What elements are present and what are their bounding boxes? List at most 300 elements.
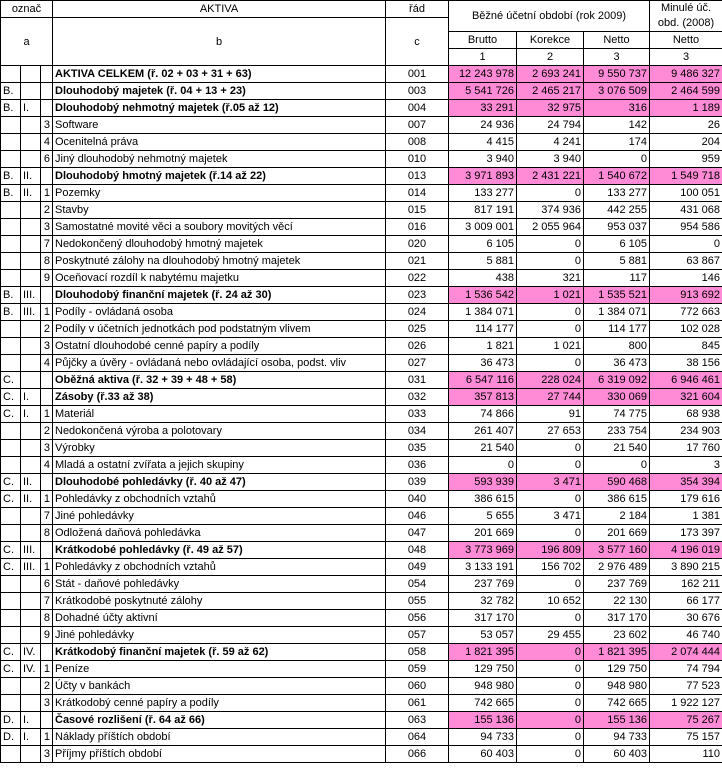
col-a-header: a [1,18,53,66]
table-row [1,304,722,321]
mark-1 [1,338,21,355]
mark-3: 7 [41,236,53,253]
row-label: Náklady příštích období [53,729,386,746]
prev-netto-value: 2 074 444 [650,644,722,661]
row-label: Stavby [53,202,386,219]
mark-1 [1,610,21,627]
row-label: Mladá a ostatní zvířata a jejich skupiny [53,457,386,474]
row-number: 013 [386,168,449,185]
mark-1 [1,66,21,83]
mark-1 [1,695,21,712]
brutto-value: 6 105 [449,236,517,253]
mark-2 [21,593,41,610]
rad-header: řád [386,1,449,18]
brutto-value: 33 291 [449,100,517,117]
row-number: 063 [386,712,449,729]
brutto-value: 94 733 [449,729,517,746]
table-row [1,746,722,763]
mark-1 [1,355,21,372]
mark-2: I. [21,100,41,117]
mark-3: 2 [41,202,53,219]
brutto-value: 5 881 [449,253,517,270]
row-number: 010 [386,151,449,168]
mark-3: 3 [41,338,53,355]
netto-value: 3 076 509 [584,83,650,100]
brutto-value: 817 191 [449,202,517,219]
row-label: Příjmy příštích období [53,746,386,763]
brutto-value: 742 665 [449,695,517,712]
row-label: Dlouhodobý nehmotný majetek (ř.05 až 12) [53,100,386,117]
brutto-value: 3 971 893 [449,168,517,185]
row-label: Nedokončená výroba a polotovary [53,423,386,440]
prev-netto-value: 9 486 327 [650,66,722,83]
mark-1 [1,321,21,338]
table-row [1,576,722,593]
row-label: Odložená daňová pohledávka [53,525,386,542]
table-row [1,423,722,440]
table-row [1,253,722,270]
mark-3: 3 [41,746,53,763]
mark-1 [1,627,21,644]
mark-3: 8 [41,610,53,627]
korekce-value: 0 [517,610,584,627]
row-label: Software [53,117,386,134]
row-number: 048 [386,542,449,559]
prev-netto-value: 1 922 127 [650,695,722,712]
row-number: 064 [386,729,449,746]
mark-3 [41,712,53,729]
mark-2: III. [21,559,41,576]
mark-1: C. [1,406,21,423]
brutto-value: 36 473 [449,355,517,372]
prev-netto-value: 38 156 [650,355,722,372]
korekce-value: 4 241 [517,134,584,151]
brutto-value: 32 782 [449,593,517,610]
korekce-value: 0 [517,236,584,253]
mark-2: IV. [21,644,41,661]
row-label: Dohadné účty aktivní [53,610,386,627]
mark-1 [1,508,21,525]
table-row [1,406,722,423]
row-label: Zásoby (ř.33 až 38) [53,389,386,406]
mark-3: 1 [41,729,53,746]
prev-netto-value: 173 397 [650,525,722,542]
col-c-header: c [386,18,449,66]
prev-netto-value: 30 676 [650,610,722,627]
table-row [1,712,722,729]
prev-netto-value: 2 464 599 [650,83,722,100]
prev-netto-value: 63 867 [650,253,722,270]
row-label: Dlouhodobý finanční majetek (ř. 24 až 30) [53,287,386,304]
korekce-value: 0 [517,355,584,372]
korekce-value: 1 021 [517,338,584,355]
brutto-value: 6 547 116 [449,372,517,389]
mark-2 [21,372,41,389]
brutto-value: 1 536 542 [449,287,517,304]
table-row [1,593,722,610]
korekce-value: 0 [517,457,584,474]
mark-2: III. [21,304,41,321]
mark-3: 9 [41,270,53,287]
mark-2: I. [21,729,41,746]
table-row [1,491,722,508]
row-number: 024 [386,304,449,321]
mark-2 [21,321,41,338]
korekce-value: 0 [517,695,584,712]
table-row [1,372,722,389]
prev-netto-value: 75 267 [650,712,722,729]
mark-1 [1,440,21,457]
brutto-value: 593 939 [449,474,517,491]
korekce-value: 196 809 [517,542,584,559]
netto-value: 174 [584,134,650,151]
korekce-value: 0 [517,712,584,729]
table-row [1,440,722,457]
mark-3: 2 [41,678,53,695]
row-label: Dlouhodobé pohledávky (ř. 40 až 47) [53,474,386,491]
brutto-value: 0 [449,457,517,474]
row-number: 036 [386,457,449,474]
row-number: 007 [386,117,449,134]
netto-value: 9 550 737 [584,66,650,83]
korekce-value: 0 [517,253,584,270]
prev-netto-value: 3 [650,457,722,474]
row-label: Jiné pohledávky [53,508,386,525]
table-row [1,236,722,253]
korekce-value: 2 693 241 [517,66,584,83]
table-row [1,559,722,576]
korekce-value: 156 702 [517,559,584,576]
mark-2 [21,270,41,287]
row-label: Jiný dlouhodobý nehmotný majetek [53,151,386,168]
brutto-value: 948 980 [449,678,517,695]
mark-3: 1 [41,185,53,202]
row-number: 031 [386,372,449,389]
netto-value: 60 403 [584,746,650,763]
table-row [1,627,722,644]
mark-1: C. [1,474,21,491]
prev-netto-value: 77 523 [650,678,722,695]
brutto-value: 3 940 [449,151,517,168]
mark-2 [21,355,41,372]
row-number: 058 [386,644,449,661]
brutto-value: 201 669 [449,525,517,542]
mark-2 [21,576,41,593]
table-row [1,219,722,236]
brutto-value: 1 384 071 [449,304,517,321]
table-row [1,661,722,678]
brutto-header: Brutto [449,32,517,49]
mark-2: II. [21,474,41,491]
netto-value: 0 [584,457,650,474]
table-body [1,66,722,763]
col-b-header: b [53,18,386,66]
mark-2 [21,746,41,763]
korekce-value: 32 975 [517,100,584,117]
brutto-value: 24 936 [449,117,517,134]
mark-2 [21,151,41,168]
oznac-header: označ [1,1,53,18]
col-number-1: 1 [449,49,517,66]
korekce-value: 27 744 [517,389,584,406]
korekce-value: 0 [517,304,584,321]
table-row [1,457,722,474]
brutto-value: 357 813 [449,389,517,406]
mark-2: III. [21,287,41,304]
table-row [1,151,722,168]
row-number: 055 [386,593,449,610]
netto-header: Netto [584,32,650,49]
korekce-value: 24 794 [517,117,584,134]
col-number-2: 2 [517,49,584,66]
row-number: 047 [386,525,449,542]
row-number: 027 [386,355,449,372]
mark-2: IV. [21,661,41,678]
mark-1 [1,525,21,542]
korekce-value: 10 652 [517,593,584,610]
row-label: Pohledávky z obchodních vztahů [53,559,386,576]
brutto-value: 133 277 [449,185,517,202]
korekce-value: 228 024 [517,372,584,389]
row-number: 046 [386,508,449,525]
mark-1 [1,151,21,168]
brutto-value: 4 415 [449,134,517,151]
prev-netto-value: 68 938 [650,406,722,423]
mark-3: 2 [41,423,53,440]
row-number: 008 [386,134,449,151]
korekce-value: 2 431 221 [517,168,584,185]
prev-netto-value: 1 549 718 [650,168,722,185]
prev-netto-value: 204 [650,134,722,151]
mark-1: B. [1,304,21,321]
row-number: 026 [386,338,449,355]
netto-value: 1 384 071 [584,304,650,321]
netto-value: 948 980 [584,678,650,695]
row-label: Krátkodobé poskytnuté zálohy [53,593,386,610]
mark-3: 4 [41,457,53,474]
netto-value: 36 473 [584,355,650,372]
korekce-value: 91 [517,406,584,423]
mark-3 [41,474,53,491]
table-row [1,83,722,100]
table-row [1,695,722,712]
mark-1: D. [1,729,21,746]
brutto-value: 12 243 978 [449,66,517,83]
row-label: Pozemky [53,185,386,202]
mark-1: B. [1,83,21,100]
netto-value: 1 540 672 [584,168,650,185]
korekce-value: 0 [517,644,584,661]
table-row [1,202,722,219]
row-number: 022 [386,270,449,287]
mark-1: B. [1,100,21,117]
col-number-3: 3 [584,49,650,66]
brutto-value: 1 821 [449,338,517,355]
netto-value: 442 255 [584,202,650,219]
mark-2 [21,236,41,253]
table-row [1,270,722,287]
netto-value: 2 976 489 [584,559,650,576]
row-number: 034 [386,423,449,440]
brutto-value: 129 750 [449,661,517,678]
row-label: Stát - daňové pohledávky [53,576,386,593]
mark-1: B. [1,287,21,304]
row-number: 059 [386,661,449,678]
mark-1: C. [1,542,21,559]
netto-value: 133 277 [584,185,650,202]
row-number: 056 [386,610,449,627]
row-label: Půjčky a úvěry - ovládaná nebo ovládající osoba, podst. vliv [53,355,386,372]
prev-netto-value: 66 177 [650,593,722,610]
mark-3 [41,372,53,389]
netto-value: 590 468 [584,474,650,491]
mark-2 [21,627,41,644]
mark-2: II. [21,185,41,202]
row-number: 035 [386,440,449,457]
row-number: 015 [386,202,449,219]
mark-1: B. [1,168,21,185]
mark-3: 1 [41,559,53,576]
mark-2 [21,117,41,134]
prev-netto-value: 6 946 461 [650,372,722,389]
row-label: Oběžná aktiva (ř. 32 + 39 + 48 + 58) [53,372,386,389]
mark-1 [1,202,21,219]
row-label: Ostatní dlouhodobé cenné papíry a podíly [53,338,386,355]
mark-3: 2 [41,321,53,338]
prev-netto-value: 0 [650,236,722,253]
mark-1: C. [1,559,21,576]
row-number: 066 [386,746,449,763]
row-label: Nedokončený dlouhodobý hmotný majetek [53,236,386,253]
row-number: 054 [386,576,449,593]
mark-3 [41,389,53,406]
mark-2 [21,423,41,440]
netto-value: 330 069 [584,389,650,406]
table-row [1,100,722,117]
korekce-value: 3 940 [517,151,584,168]
prev-netto-value: 17 760 [650,440,722,457]
row-number: 003 [386,83,449,100]
prev-netto-value: 234 903 [650,423,722,440]
prev-netto-value: 772 663 [650,304,722,321]
table-row [1,355,722,372]
korekce-value: 0 [517,729,584,746]
table-row [1,117,722,134]
korekce-value: 321 [517,270,584,287]
brutto-value: 3 009 001 [449,219,517,236]
netto-value: 0 [584,151,650,168]
prev-netto-value: 954 586 [650,219,722,236]
mark-1: C. [1,372,21,389]
row-label: Oceňovací rozdíl k nabytému majetku [53,270,386,287]
prev-period-header: Minulé úč. obd. (2008) [650,1,722,32]
mark-3: 1 [41,661,53,678]
mark-2 [21,202,41,219]
mark-3 [41,287,53,304]
mark-3 [41,644,53,661]
mark-3: 1 [41,491,53,508]
prev-netto-value: 321 604 [650,389,722,406]
prev-netto-value: 102 028 [650,321,722,338]
mark-3: 3 [41,219,53,236]
brutto-value: 1 821 395 [449,644,517,661]
mark-2: I. [21,712,41,729]
prev-netto-value: 354 394 [650,474,722,491]
mark-3: 8 [41,253,53,270]
table-row [1,389,722,406]
netto-value: 6 319 092 [584,372,650,389]
korekce-value: 2 465 217 [517,83,584,100]
table-row [1,610,722,627]
row-number: 014 [386,185,449,202]
mark-2 [21,610,41,627]
korekce-value: 1 021 [517,287,584,304]
mark-1: C. [1,644,21,661]
row-number: 001 [386,66,449,83]
row-label: Peníze [53,661,386,678]
mark-1 [1,219,21,236]
netto-value: 1 535 521 [584,287,650,304]
mark-3 [41,66,53,83]
row-number: 039 [386,474,449,491]
prev-netto-value: 74 794 [650,661,722,678]
mark-2: II. [21,168,41,185]
prev-netto-value: 110 [650,746,722,763]
netto-value: 5 881 [584,253,650,270]
row-label: Krátkodobý cenné papíry a podíly [53,695,386,712]
netto-prev-header: Netto [650,32,722,49]
korekce-value: 0 [517,525,584,542]
prev-netto-value: 146 [650,270,722,287]
mark-1 [1,457,21,474]
mark-1: D. [1,712,21,729]
brutto-value: 386 615 [449,491,517,508]
mark-2 [21,134,41,151]
mark-1 [1,253,21,270]
korekce-value: 0 [517,185,584,202]
korekce-value: 0 [517,440,584,457]
row-label: Dlouhodobý majetek (ř. 04 + 13 + 23) [53,83,386,100]
brutto-value: 74 866 [449,406,517,423]
korekce-header: Korekce [517,32,584,49]
netto-value: 386 615 [584,491,650,508]
row-number: 004 [386,100,449,117]
row-number: 025 [386,321,449,338]
mark-2 [21,83,41,100]
table-row [1,644,722,661]
netto-value: 6 105 [584,236,650,253]
brutto-value: 5 541 726 [449,83,517,100]
table-row [1,474,722,491]
prev-netto-value: 845 [650,338,722,355]
mark-3: 9 [41,627,53,644]
brutto-value: 261 407 [449,423,517,440]
mark-2 [21,219,41,236]
prev-netto-value: 3 890 215 [650,559,722,576]
mark-2 [21,525,41,542]
row-label: Účty v bankách [53,678,386,695]
mark-1 [1,678,21,695]
row-number: 040 [386,491,449,508]
brutto-value: 53 057 [449,627,517,644]
mark-1: C. [1,491,21,508]
mark-2: I. [21,406,41,423]
netto-value: 2 184 [584,508,650,525]
netto-value: 22 130 [584,593,650,610]
mark-3: 3 [41,117,53,134]
row-label: Pohledávky z obchodních vztahů [53,491,386,508]
table-row [1,134,722,151]
